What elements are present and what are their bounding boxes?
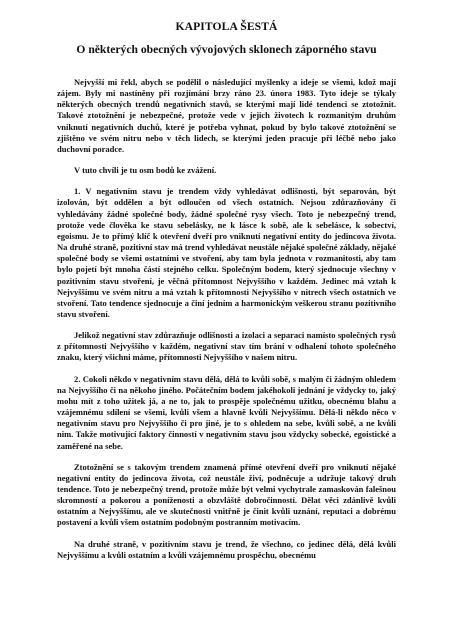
paragraph-positive-state: Na druhé straně, v pozitivním stavu je trend, že všechno, co jedinec dělá, dělá kvůli Nejvyššímu a kvůli ostatním a kvůli vzájemnému prospěchu, obecnému: [57, 538, 396, 560]
document-body: [57, 77, 396, 561]
chapter-subtitle: O některých obecných vývojových sklonech záporného stavu: [76, 43, 377, 56]
paragraph-intro: Nejvyšší mi řekl, abych se podělil o následující myšlenky a ideje se všemi, kdož mají zájem. Byly mi nastíněny při rozjímání brzy ráno 23. února 1983. Tyto ideje se týkaly některých obecných trendů negativních stavů, se kterými mají lidé tendenci se ztotožnit. Takové ztotožnění je nebezpečné, protože vede v jejich životech k rozmanitým druhům vniknutí negativních duchů, které je potřeba vyhnat, pokud by bylo takové ztotožnění se zjištěno ve svém nitru nebo v těch lidech, se kterými jeden pracuje při léčbě nebo jako duchovní poradce.: [57, 77, 396, 154]
paragraph-point-2-continued: Ztotožnění se s takovým trendem znamená přímé otevření dveří pro vniknutí nějaké negativní entity do jedincova života, což neustále živí, podněcuje a udržuje takový druh tendence. Toto je nebezpečný trend, protože může být velmi vychytrale zamaskován falešnou skromností a pokorou a poníženosti a obzvláště dobročinností. Dělat věci zdánlivě kvůli ostatním a Nejvyššímu, ale ve skutečnosti vnitřně je činit kvůli uznání, reputaci a dobrému postavení a kvůli všem ostatním podobným postranním motivacím.: [57, 461, 396, 528]
paragraph-point-1: 1. V negativním stavu je trendem vždy vyhledávat odlišnosti, být separován, být izolován, být oddělen a být odloučen od všech ostatních. Nejsou zdůrazňovány či vyhledávány žádné společné body, žádné společné rysy všech. Toto je nebezpečný trend, protože vede člověka ke stavu sebelásky, ne k lásce k sobě, ale k sebelásce, k sobectví, egoismu. Je to přímý klíč k otevření dveří pro vniknutí negativní entity do jedincova života. Na druhé straně, pozitivní stav má trend vyhledávat neustále nějaké společné základy, nějaké společné body se všemi ostatními ve stvoření, aby tam byla jednota v rozmanitosti, aby tam bylo pojetí být mnoha částí stejného celku. Společným bodem, který sjednocuje všechny v pozitivním stavu stvoření, je věčná přítomnost Nejvyššího v každém. Jedinec má vztah k Nejvyššímu ve svém nitru a má vztah k přítomnosti Nejvyššího v nitrech všech ostatních ve stvoření. Tato tendence sjednocuje a činí jedním a harmonickým veškerou stranu pozitivního stavu stvoření.: [57, 186, 396, 319]
paragraph-point-2: 2. Cokoli někdo v negativním stavu dělá, dělá to kvůli sobě, s malým či žádným ohledem na Nejvyššího či na někoho jiného. Počátečním bodem jakéhokoli jednání je vždycky to, jaký mohu mít z toho užitek já, a ne to, jak to prospěje společnému užitku, obecnému blahu a vzájemnému sdílení se všemi, kvůli všem a hlavně kvůli Nejvyššímu. Dělá-li někdo něco v negativním stavu pro Nejvyššího či pro jiné, je to s ohledem na sebe, kvůli sobě, a ne kvůli nim. Takže motivující faktory činností v negativním stavu jsou vždycky sobecké, egoistické a zaměřené na sebe.: [57, 373, 396, 451]
chapter-title: KAPITOLA ŠESTÁ: [175, 20, 278, 33]
paragraph-point-1-continued: Jelikož negativní stav zdůrazňuje odlišnosti a izolaci a separaci namísto společných rysů z přítomnosti Nejvyššího v každém, negativní stav tím brání v odhalení tohoto společného znaku, který všichni máme, přítomnosti Nejvyššího v našem nitru.: [57, 330, 396, 363]
paragraph-points-intro: V tuto chvíli je tu osm bodů ke zvážení.: [74, 165, 217, 176]
